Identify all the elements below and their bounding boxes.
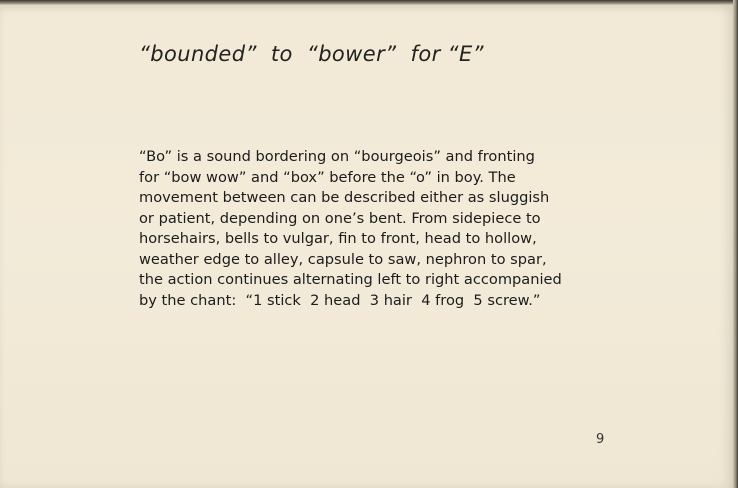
page-number: 9 [596,432,605,447]
book-page [0,4,733,488]
body-line: horsehairs, bells to vulgar, fin to front, head to hollow, [139,230,537,247]
body-line: “Bo” is a sound bordering on “bourgeois” and fronting [139,148,535,165]
body-line: movement between can be described either as sluggish [139,189,550,206]
page-top-edge [0,0,738,5]
body-line: weather edge to alley, capsule to saw, nephron to spar, [139,250,547,268]
page-right-edge [733,0,738,488]
body-paragraph [139,147,619,311]
page-title: “bounded” to “bower” for “E” [139,42,484,66]
body-line: or patient, depending on one’s bent. From sidepiece to [139,209,541,227]
body-line: by the chant: “1 stick 2 head 3 hair 4 frog 5 screw.” [139,291,541,309]
body-line: the action continues alternating left to right accompanied [139,271,562,288]
body-line: for “bow wow” and “box” before the “o” in boy. The [139,168,516,186]
